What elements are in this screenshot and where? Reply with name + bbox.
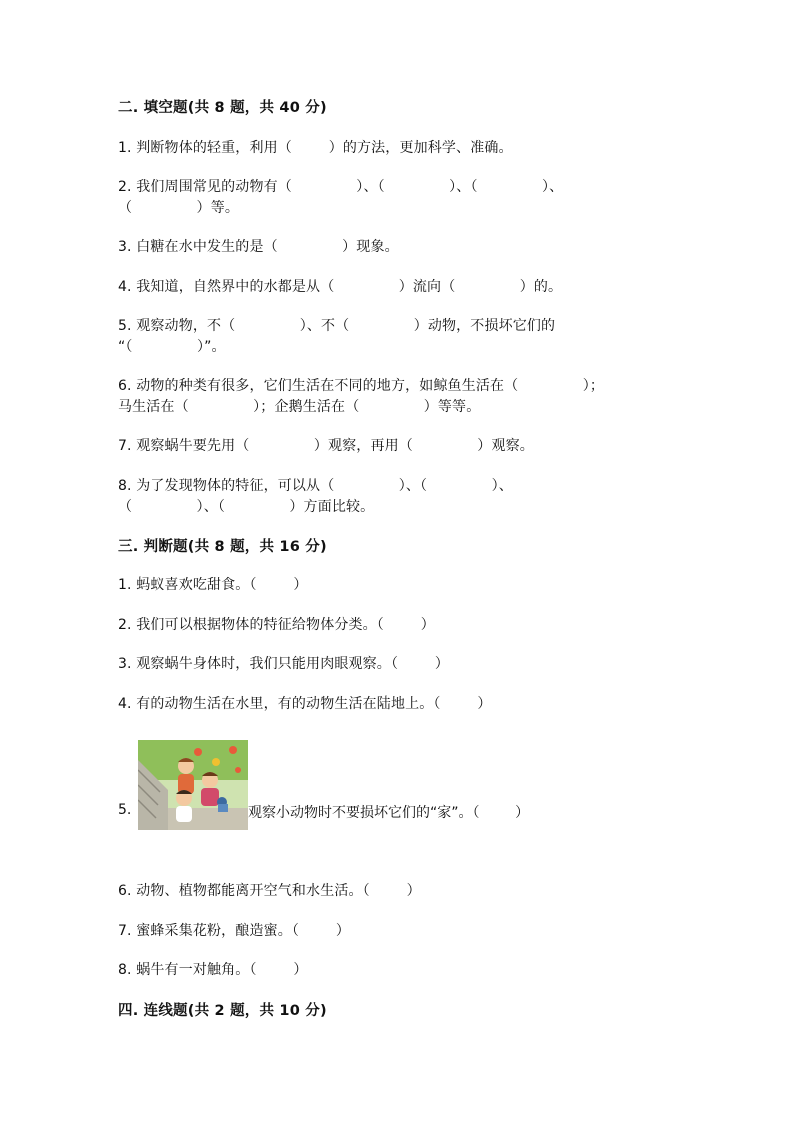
fill-in-question-5-cont: “（ ）”。	[118, 339, 226, 355]
question-number: 5.	[118, 802, 132, 818]
true-false-question-1: 1. 蚂蚁喜欢吃甜食。（ ）	[118, 577, 308, 593]
true-false-question-7: 7. 蜜蜂采集花粉，酿造蜜。（ ）	[118, 923, 351, 939]
fill-in-question-6: 6. 动物的种类有很多，它们生活在不同的地方，如鲸鱼生活在（ ）；	[118, 378, 605, 394]
section-title-true-false: 三. 判断题(共 8 题，共 16 分)	[118, 539, 327, 555]
fill-in-question-2: 2. 我们周围常见的动物有（ ）、（ ）、（ ）、	[118, 179, 564, 195]
section-title-fill-in: 二. 填空题(共 8 题，共 40 分)	[118, 100, 327, 116]
fill-in-question-3: 3. 白糖在水中发生的是（ ）现象。	[118, 239, 399, 255]
fill-in-question-6-cont: 马生活在（ ）；企鹅生活在（ ）等等。	[118, 399, 481, 415]
true-false-question-5	[118, 740, 678, 832]
fill-in-question-5: 5. 观察动物，不（ ）、不（ ）动物，不损坏它们的	[118, 318, 556, 334]
fill-in-question-4: 4. 我知道，自然界中的水都是从（ ）流向（ ）的。	[118, 279, 563, 295]
section-title-matching: 四. 连线题(共 2 题，共 10 分)	[118, 1003, 327, 1019]
fill-in-question-1: 1. 判断物体的轻重，利用（ ）的方法，更加科学、准确。	[118, 140, 513, 156]
true-false-question-3: 3. 观察蜗牛身体时，我们只能用肉眼观察。（ ）	[118, 656, 450, 672]
true-false-question-2: 2. 我们可以根据物体的特征给物体分类。（ ）	[118, 617, 435, 633]
true-false-question-8: 8. 蜗牛有一对触角。（ ）	[118, 962, 308, 978]
fill-in-question-7: 7. 观察蜗牛要先用（ ）观察，再用（ ）观察。	[118, 438, 534, 454]
question-text: 观察小动物时不要损坏它们的“家”。（ ）	[248, 805, 530, 821]
true-false-question-4: 4. 有的动物生活在水里，有的动物生活在陆地上。（ ）	[118, 696, 492, 712]
fill-in-question-2-cont: （ ）等。	[118, 200, 240, 216]
children-observing-animals-illustration	[138, 740, 248, 830]
fill-in-question-8-cont: （ ）、（ ）方面比较。	[118, 499, 375, 515]
true-false-question-6: 6. 动物、植物都能离开空气和水生活。（ ）	[118, 883, 421, 899]
fill-in-question-8: 8. 为了发现物体的特征，可以从（ ）、（ ）、	[118, 478, 513, 494]
illustration-svg	[138, 740, 248, 830]
